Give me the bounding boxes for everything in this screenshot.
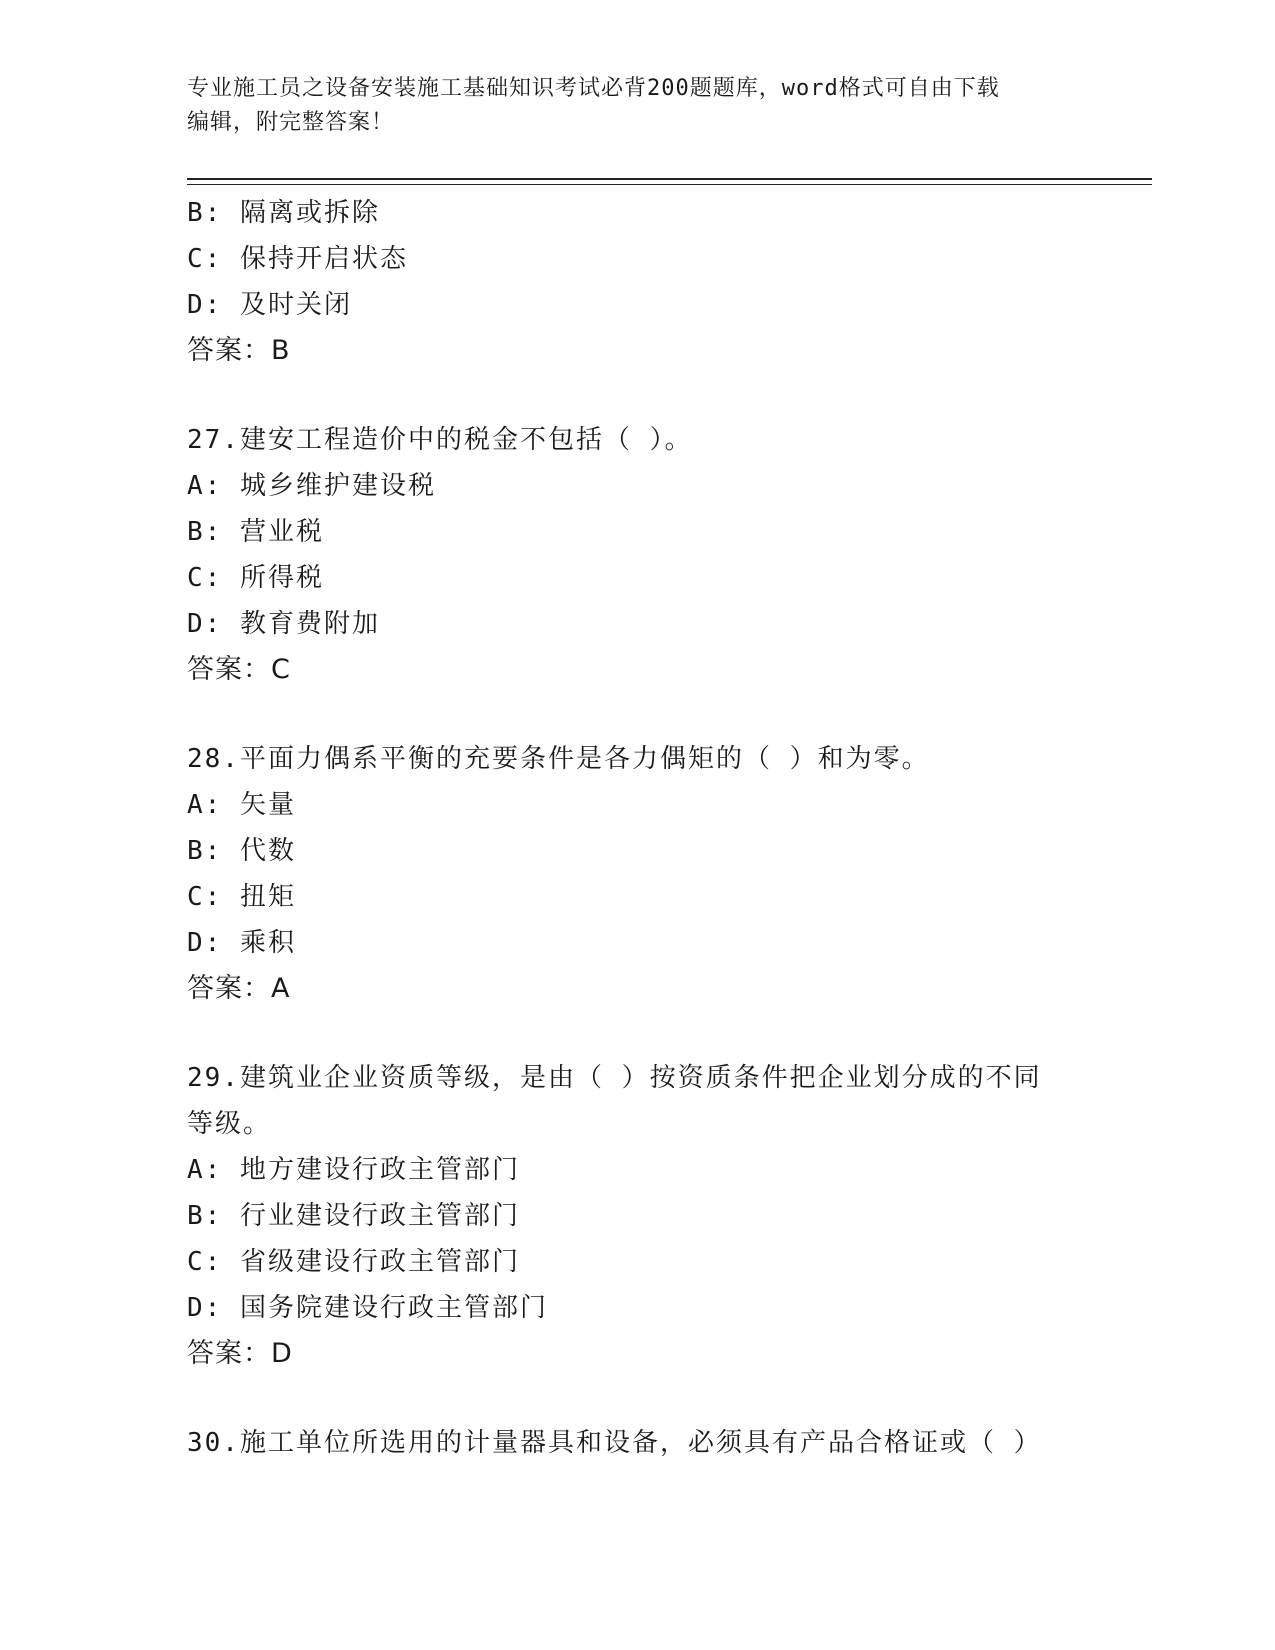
- option-c: C: 省级建设行政主管部门: [187, 1247, 520, 1277]
- header-line-1: 专业施工员之设备安装施工基础知识考试必背200题题库，word格式可自由下载: [187, 76, 1000, 101]
- option-d: D: 教育费附加: [187, 609, 380, 639]
- option-c: C: 所得税: [187, 563, 324, 593]
- answer-text: 答案：A: [187, 973, 291, 1004]
- option-a: A: 城乡维护建设税: [187, 471, 436, 501]
- option-c: C: 扭矩: [187, 882, 296, 912]
- option-d: D: 国务院建设行政主管部门: [187, 1293, 548, 1323]
- question-block: [187, 1055, 1087, 1377]
- option-a: A: 地方建设行政主管部门: [187, 1155, 520, 1185]
- option-b: B: 行业建设行政主管部门: [187, 1201, 520, 1231]
- question-block: [187, 1420, 1087, 1466]
- question-list: [187, 190, 1087, 1466]
- question-block: [187, 190, 1087, 374]
- option-d: D: 及时关闭: [187, 290, 352, 320]
- header-line-2: 编辑，附完整答案！: [187, 110, 395, 135]
- question-text-line-1: 29.建筑业企业资质等级，是由（ ）按资质条件把企业划分成的不同: [187, 1063, 1042, 1093]
- option-a: A: 矢量: [187, 790, 296, 820]
- question-block: [187, 417, 1087, 693]
- option-b: B: 代数: [187, 836, 296, 866]
- option-d: D: 乘积: [187, 928, 296, 958]
- option-b: B: 营业税: [187, 517, 324, 547]
- answer-text: 答案：B: [187, 335, 291, 366]
- question-text: 30.施工单位所选用的计量器具和设备，必须具有产品合格证或（ ）: [187, 1428, 1042, 1458]
- question-text: 28.平面力偶系平衡的充要条件是各力偶矩的（ ）和为零。: [187, 744, 930, 774]
- page-header: [187, 72, 1087, 140]
- answer-text: 答案：D: [187, 1338, 293, 1369]
- answer-text: 答案：C: [187, 654, 291, 685]
- question-text: 27.建安工程造价中的税金不包括（ ）。: [187, 425, 693, 455]
- option-c: C: 保持开启状态: [187, 244, 408, 274]
- option-b: B: 隔离或拆除: [187, 198, 380, 228]
- question-text-line-2: 等级。: [187, 1109, 272, 1139]
- header-divider: [187, 178, 1152, 185]
- question-block: [187, 736, 1087, 1012]
